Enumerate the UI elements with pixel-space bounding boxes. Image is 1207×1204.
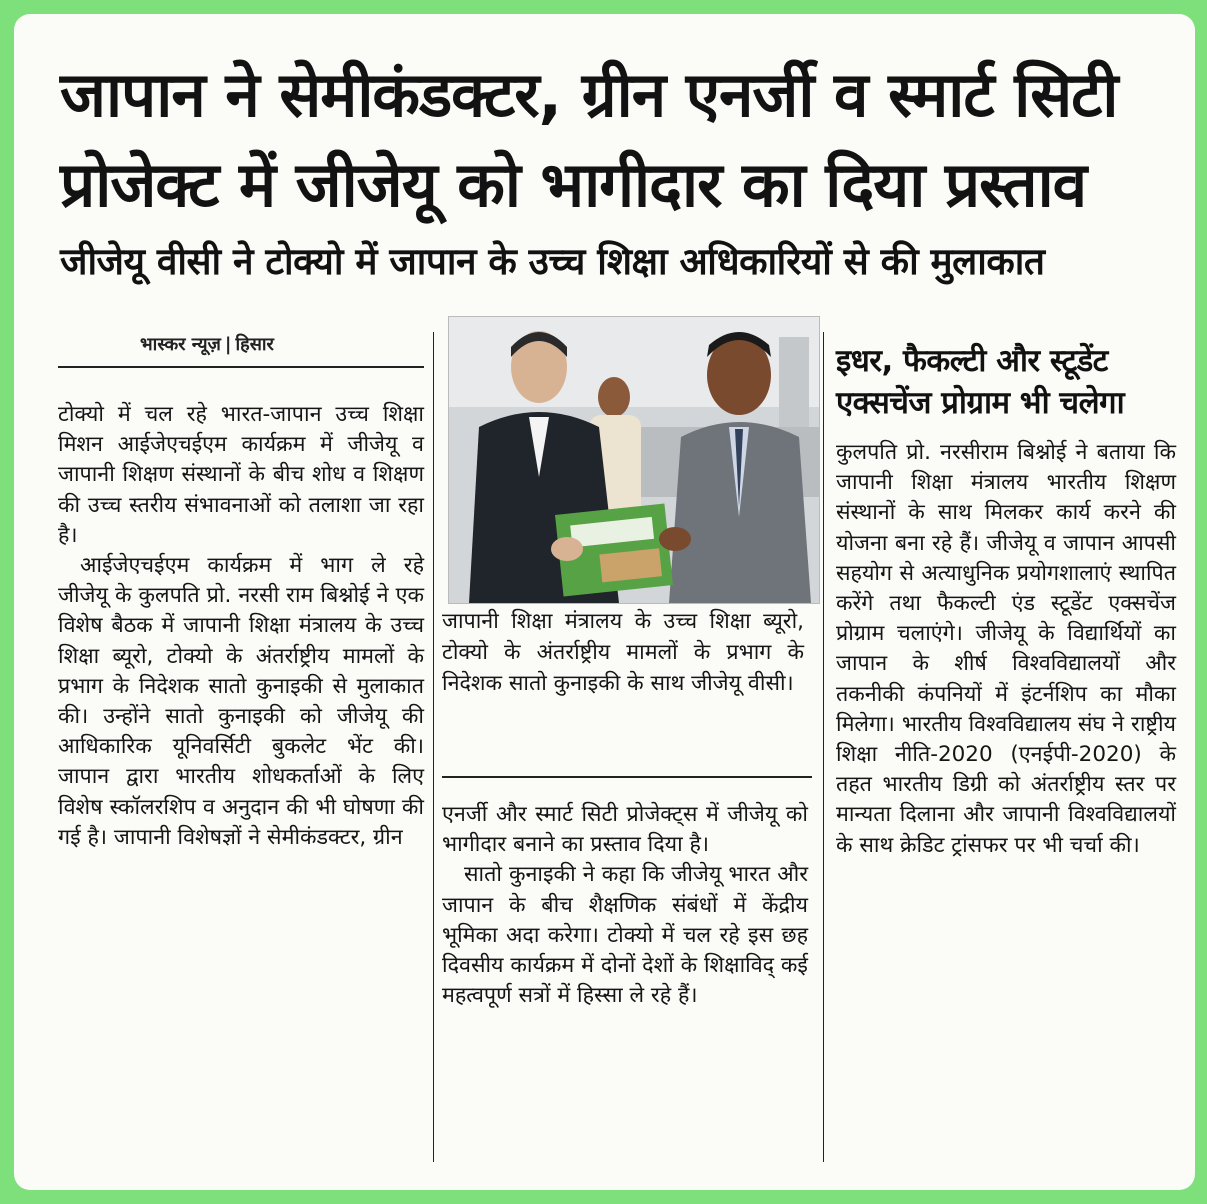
column1-paragraph-2: आईजेएचईएम कार्यक्रम में भाग ले रहे जीजेयू के कुलपति प्रो. नरसी राम बिश्नोई ने एक विशेष बैठक में जापानी शिक्षा मंत्रालय के उच्च शिक्षा ब्यूरो, टोक्यो के अंतर्राष्ट्रीय मामलों के प्रभाग के निदेशक सातो कुनाइकी से मुलाकात की। उन्होंने सातो कुनाइकी को जीजेयू की आधिकारिक यूनिवर्सिटी बुकलेट भेंट की। जापान द्वारा भारतीय शोधकर्ताओं के लिए विशेष स्कॉलरशिप व अनुदान की भी घोषणा की गई है। जापानी विशेषज्ञों ने सेमीकंडक्टर, ग्रीन xyxy=(58,553,424,850)
caption-rule xyxy=(442,776,812,778)
byline xyxy=(140,332,274,356)
newspaper-clipping xyxy=(14,14,1195,1190)
byline-place: हिसार xyxy=(235,334,274,355)
byline-rule xyxy=(58,366,424,368)
headline-line-2: प्रोजेक्ट में जीजेयू को भागीदार का दिया प्रस्ताव xyxy=(60,148,1087,221)
headline-line-1: जापान ने सेमीकंडक्टर, ग्रीन एनर्जी व स्मार्ट सिटी xyxy=(60,58,1118,131)
column2-paragraph-2: सातो कुनाइकी ने कहा कि जीजेयू भारत और जापान के बीच शैक्षणिक संबंधों में केंद्रीय भूमिका अदा करेगा। टोक्यो में चल रहे इस छह दिवसीय कार्यक्रम में दोनों देशों के शिक्षाविद् कई महत्वपूर्ण सत्रों में हिस्सा ले रहे हैं। xyxy=(442,862,808,1009)
byline-separator: | xyxy=(224,334,232,355)
column-divider-2 xyxy=(823,332,824,1162)
subheadline: जीजेयू वीसी ने टोक्यो में जापान के उच्च शिक्षा अधिकारियों से की मुलाकात xyxy=(60,240,1045,283)
sidebar-body: कुलपति प्रो. नरसीराम बिश्नोई ने बताया कि जापानी शिक्षा मंत्रालय भारतीय शिक्षण संस्थानों के साथ मिलकर कार्य करने की योजना बना रहे हैं। जीजेयू व जापान आपसी सहयोग से अत्याधुनिक प्रयोगशालाएं स्थापित करेंगे तथा फैकल्टी एंड स्टूडेंट एक्सचेंज प्रोग्राम चलाएंगे। जीजेयू के विद्यार्थियों का जापान के शीर्ष विश्वविद्यालयों और तकनीकी कंपनियों में इंटर्नशिप का मौका मिलेगा। भारतीय विश्वविद्यालय संघ ने राष्ट्रीय शिक्षा नीति-2020 (एनईपी-2020) के तहत भारतीय डिग्री को अंतर्राष्ट्रीय स्तर पर मान्यता दिलाना और जापानी विश्वविद्यालयों के साथ क्रेडिट ट्रांसफर पर भी चर्चा की। xyxy=(836,440,1176,858)
column1-paragraph-1: टोक्यो में चल रहे भारत-जापान उच्च शिक्षा मिशन आईजेएचईएम कार्यक्रम में जीजेयू व जापानी शिक्षण संस्थानों के बीच शोध व शिक्षण की उच्च स्तरीय संभावनाओं को तलाशा जा रहा है। xyxy=(58,402,424,548)
column2-paragraph-1: एनर्जी और स्मार्ट सिटी प्रोजेक्ट्स में जीजेयू को भागीदार बनाने का प्रस्ताव दिया है। xyxy=(442,802,808,858)
news-photo xyxy=(448,316,820,604)
sidebar-heading: इधर, फैकल्टी और स्टूडेंट एक्सचेंज प्रोग्राम भी चलेगा xyxy=(836,343,1125,421)
article-column-2 xyxy=(442,800,808,1011)
byline-source: भास्कर न्यूज़ xyxy=(140,334,221,355)
column-divider-1 xyxy=(433,332,434,1162)
news-photo-illustration xyxy=(449,317,819,603)
article-column-1 xyxy=(58,400,424,853)
photo-caption: जापानी शिक्षा मंत्रालय के उच्च शिक्षा ब्यूरो, टोक्यो के अंतर्राष्ट्रीय मामलों के प्रभाग के निदेशक सातो कुनाइकी के साथ जीजेयू वीसी। xyxy=(442,609,804,696)
sidebar-column xyxy=(836,438,1176,861)
